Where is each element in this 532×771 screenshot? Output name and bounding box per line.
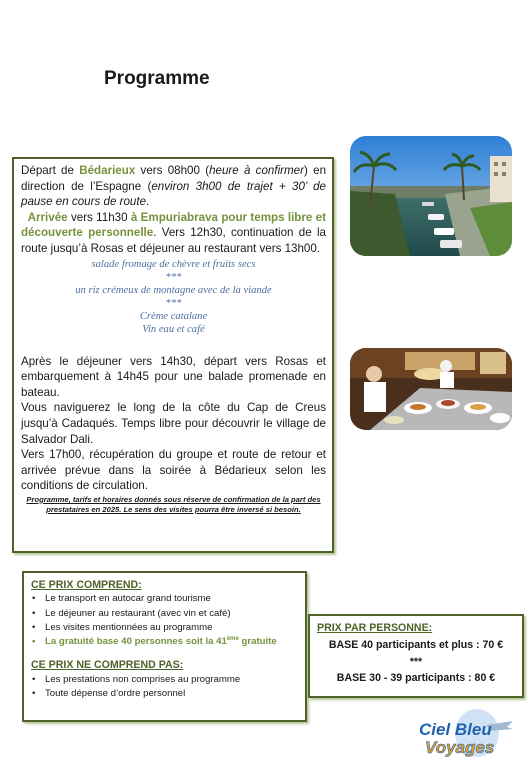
menu-line: Vin eau et café <box>142 323 205 335</box>
menu-separator: *** <box>165 297 182 309</box>
arrival-label: Arrivée <box>27 210 68 224</box>
conditions-note: Programme, tarifs et horaires donnés sous réserve de confirmation de la part des prestataires en 2025. Le sens des visites pourra être inversé si besoin. <box>26 494 321 514</box>
menu-separator: *** <box>165 271 182 283</box>
includes-heading: CE PRIX COMPREND: <box>31 579 142 591</box>
departure-town: Bédarieux <box>79 164 136 177</box>
price-per-person-box <box>308 614 524 698</box>
menu-line: salade fromage de chèvre et fruits secs <box>91 258 256 270</box>
logo-line-2: Voyages <box>425 738 495 757</box>
menu-line: un riz crémeux de montagne avec de la viande <box>75 284 272 296</box>
list-item: • Les visites mentionnées au programme <box>31 621 305 635</box>
empuriabrava-canal-photo <box>350 136 512 256</box>
price-per-person-heading: PRIX PAR PERSONNE: <box>317 622 433 634</box>
list-item-free-place: • La gratuité base 40 personnes soit la 41ème gratuite <box>31 635 305 649</box>
price-includes-box <box>22 571 307 722</box>
logo-line-1: Ciel Bleu <box>419 720 492 739</box>
intro-paragraph: Départ de Bédarieux vers 08h00 (heure à confirmer) en direction de l’Espagne (environ 3h00 de trajet + 30’ de pause en cours de route. Arrivée vers 11h30 à Empuriabrava pour temps libre et découverte personnelle. Vers 12h30, continuation de la route jusqu’à Rosas et déjeuner au restaurant vers 13h00. <box>21 164 327 255</box>
price-base-40: BASE 40 participants et plus : 70 € <box>328 639 504 651</box>
list-item: • Toute dépense d’ordre personnel <box>31 687 305 701</box>
excludes-list <box>31 673 305 702</box>
page-title: Programme <box>104 68 210 89</box>
price-base-30-39: BASE 30 - 39 participants : 80 € <box>336 672 496 684</box>
afternoon-paragraph: Vers 17h00, récupération du groupe et route de retour et arrivée prévue dans la soirée à Bédarieux selon les conditions de circulation. <box>21 448 326 493</box>
includes-list <box>31 592 305 649</box>
arrival-place: à Empuriabrava pour temps libre et découverte personnelle <box>21 210 326 240</box>
price-separator: *** <box>409 656 423 668</box>
restaurant-buffet-photo <box>350 348 512 430</box>
list-item: • Les prestations non comprises au programme <box>31 673 305 687</box>
lunch-menu <box>21 258 326 336</box>
programme-box <box>12 157 334 553</box>
ciel-bleu-voyages-logo <box>413 703 519 763</box>
list-item: • Le transport en autocar grand tourisme <box>31 592 305 606</box>
afternoon-paragraph: Vous naviguerez le long de la côte du Cap de Creus jusqu’à Cadaqués. Temps libre pour découvrir le village de Salvador Dali. <box>21 401 326 446</box>
list-item: • Le déjeuner au restaurant (avec vin et café) <box>31 607 305 621</box>
menu-line: Crème catalane <box>139 310 208 322</box>
afternoon-paragraph: Après le déjeuner vers 14h30, départ vers Rosas et embarquement à 14h45 pour une balade promenade en bateau. <box>21 354 326 399</box>
excludes-heading: CE PRIX NE COMPREND PAS: <box>31 659 184 672</box>
